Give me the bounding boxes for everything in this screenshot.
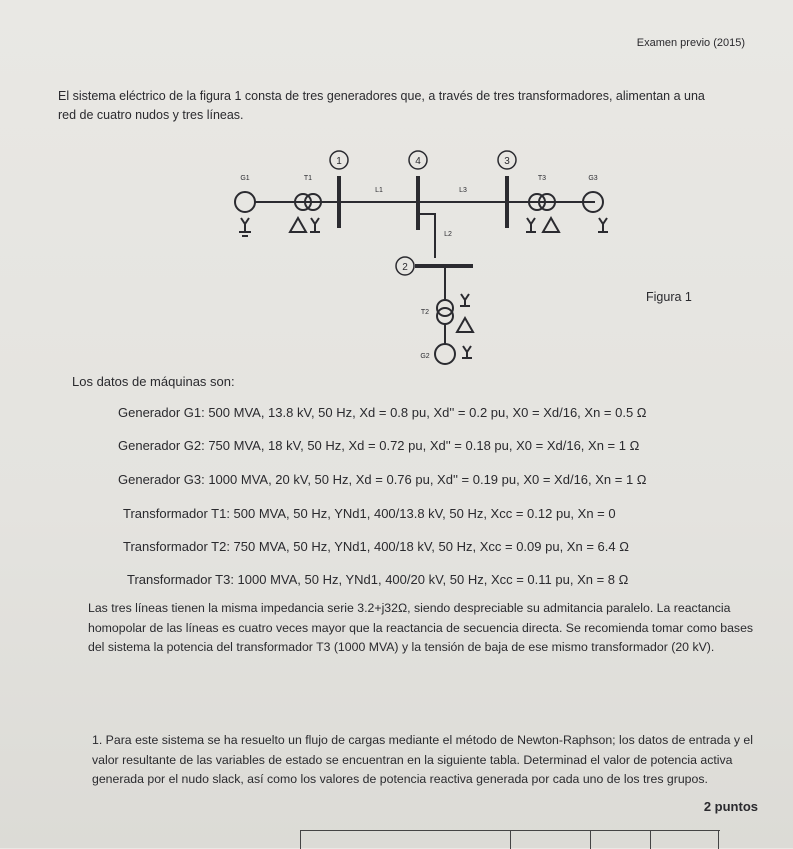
intro-paragraph: El sistema eléctrico de la figura 1 consta de tres generadores que, a través de tres transformadores, alimentan a una red de cuatro nudos y tres líneas. xyxy=(58,89,705,122)
t1-label: T1 xyxy=(303,175,313,182)
g1-ground-symbol xyxy=(239,218,251,236)
t2-wye-symbol xyxy=(460,294,470,306)
t3-label: T3 xyxy=(537,175,547,182)
machine-g2: Generador G2: 750 MVA, 18 kV, 50 Hz, Xd = 0.72 pu, Xd'' = 0.18 pu, X0 = Xd/16, Xn = 1 Ω xyxy=(118,438,640,453)
one-line-diagram xyxy=(215,140,635,380)
t1-delta-symbol xyxy=(290,218,306,232)
g2-label: G2 xyxy=(420,353,430,360)
g1-label: G1 xyxy=(240,175,250,182)
machines-heading: Los datos de máquinas son: xyxy=(72,374,235,389)
l3-label: L3 xyxy=(459,187,467,194)
table-col-divider xyxy=(510,831,511,849)
line-l2 xyxy=(418,214,435,258)
g2-circle xyxy=(435,344,455,364)
t3-delta-symbol xyxy=(543,218,559,232)
machine-t3: Transformador T3: 1000 MVA, 50 Hz, YNd1, 400/20 kV, 50 Hz, Xcc = 0.11 pu, Xn = 8 Ω xyxy=(127,572,629,587)
question-1: 1. Para este sistema se ha resuelto un flujo de cargas mediante el método de Newton-Raphson; los datos de entrada y el valor resultante de las variables de estado se encuentran en la siguiente tabla. Determinad el valor de potencia activa generada por el nudo slack, así como los valores de potencia reactiva generada por cada uno de los tres grupos. xyxy=(92,733,754,786)
node-2-label: 2 xyxy=(402,262,408,273)
t2-delta-symbol xyxy=(457,318,473,332)
l2-label: L2 xyxy=(444,231,452,238)
figure-label: Figura 1 xyxy=(646,290,692,304)
machine-t1: Transformador T1: 500 MVA, 50 Hz, YNd1, 400/13.8 kV, 50 Hz, Xcc = 0.12 pu, Xn = 0 xyxy=(123,506,616,521)
table-col-divider xyxy=(650,831,651,849)
node-3-label: 3 xyxy=(504,156,510,167)
g3-label: G3 xyxy=(588,175,598,182)
table-col-divider xyxy=(718,831,719,849)
lines-paragraph: Las tres líneas tienen la misma impedancia serie 3.2+j32Ω, siendo despreciable su admitancia paralelo. La reactancia homopolar de las líneas es cuatro veces mayor que la reactancia de secuencia directa. Se recomienda tomar como bases del sistema la potencia del transformador T3 (1000 MVA) y la tensión de baja de ese mismo transformador (20 kV). xyxy=(88,601,754,654)
g2-ground-symbol xyxy=(462,346,472,358)
machine-g1: Generador G1: 500 MVA, 13.8 kV, 50 Hz, Xd = 0.8 pu, Xd'' = 0.2 pu, X0 = Xd/16, Xn = 0.5 Ω xyxy=(118,405,647,420)
l1-label: L1 xyxy=(375,187,383,194)
node-1-label: 1 xyxy=(336,156,342,167)
t2-label: T2 xyxy=(420,309,430,316)
exam-header: Examen previo (2015) xyxy=(636,37,745,49)
t3-wye-symbol xyxy=(526,218,536,232)
table-col-divider xyxy=(300,831,301,849)
machine-g3: Generador G3: 1000 MVA, 20 kV, 50 Hz, Xd = 0.76 pu, Xd'' = 0.19 pu, X0 = Xd/16, Xn = 1 Ω xyxy=(118,472,647,487)
g3-ground-symbol xyxy=(598,218,608,232)
machine-t2: Transformador T2: 750 MVA, 50 Hz, YNd1, 400/18 kV, 50 Hz, Xcc = 0.09 pu, Xn = 6.4 Ω xyxy=(123,539,629,554)
t1-wye-symbol xyxy=(310,218,320,232)
g1-circle xyxy=(235,192,255,212)
points-label: 2 puntos xyxy=(703,799,758,814)
node-4-label: 4 xyxy=(415,156,421,167)
table-top-edge xyxy=(300,830,720,849)
table-col-divider xyxy=(590,831,591,849)
